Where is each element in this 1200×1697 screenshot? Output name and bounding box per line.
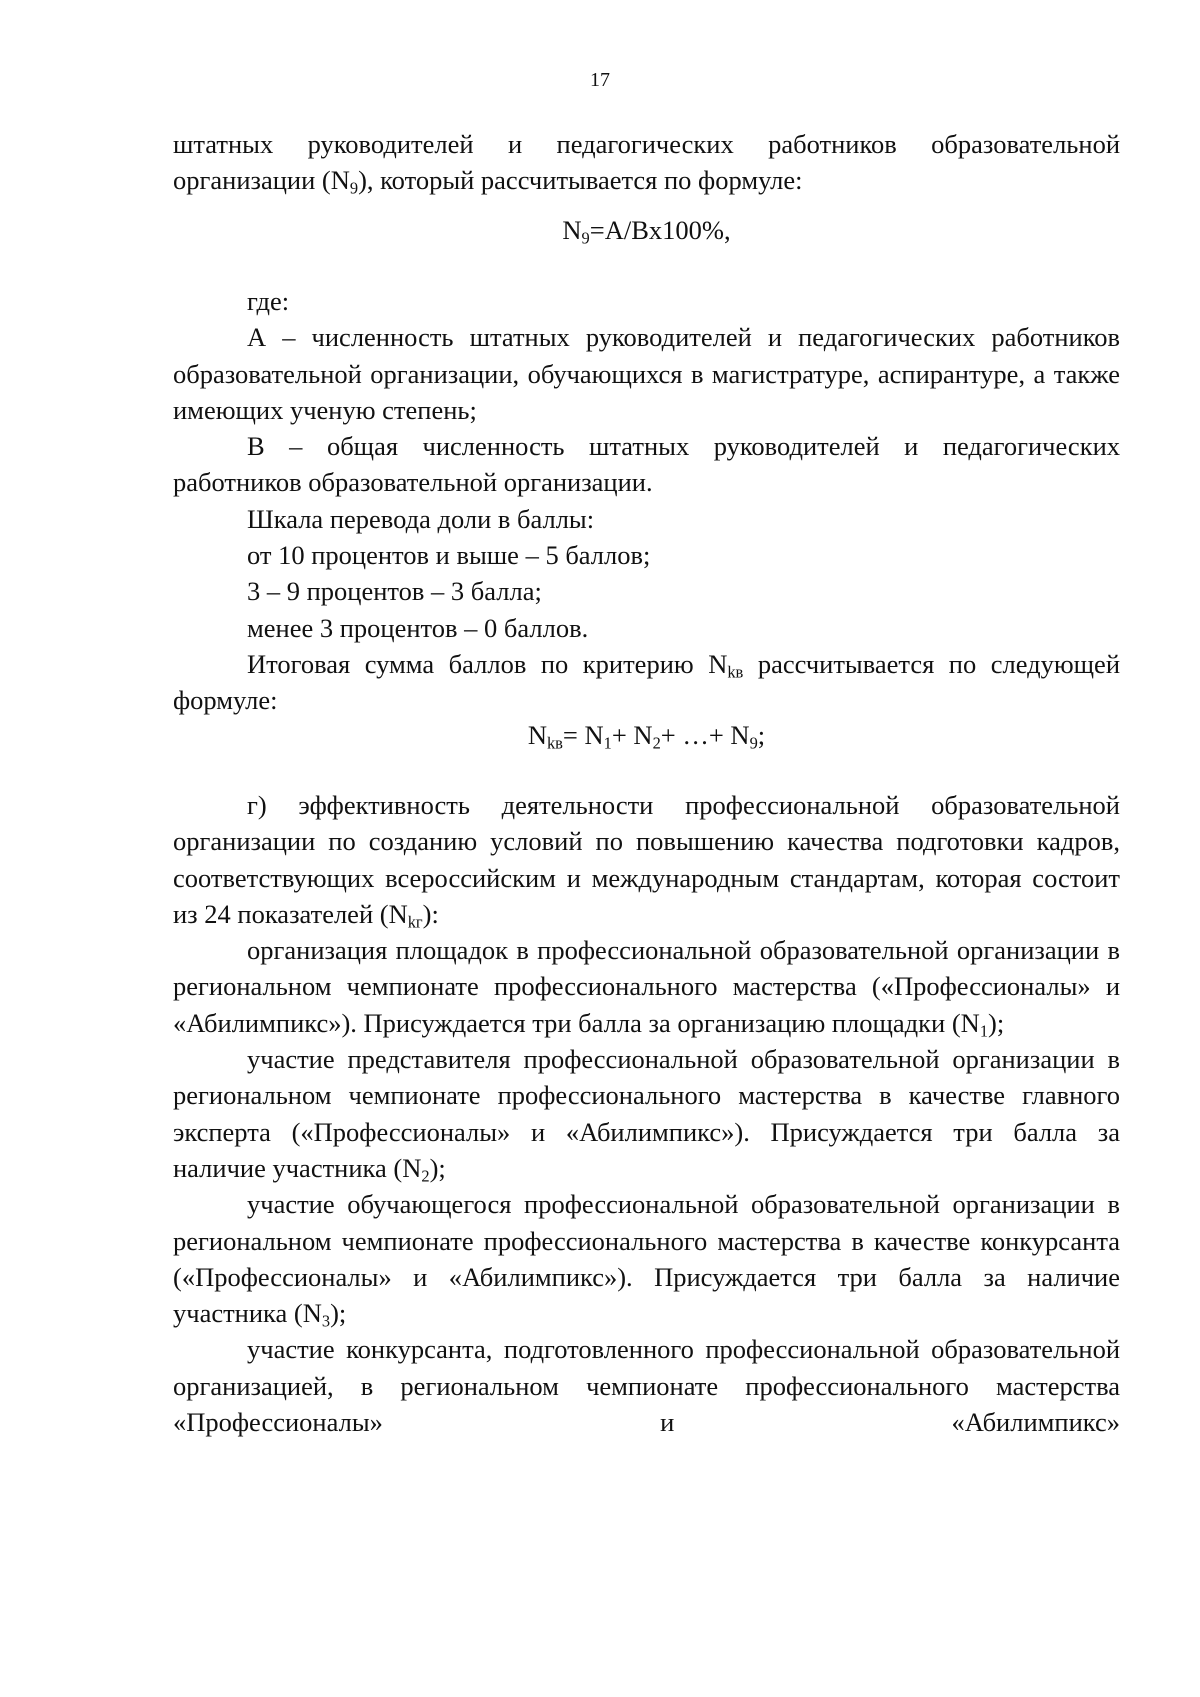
definitions-block	[173, 283, 1120, 719]
section-g	[173, 787, 1120, 1440]
scale-title: Шкала перевода доли в баллы:	[247, 503, 595, 534]
paragraph-intro: штатных руководителей и педагогических работников образовательной организации $(N_9)$, который рассчитывается по формуле:	[173, 129, 1120, 198]
scale-item: 3 – 9 процентов – 3 балла;	[247, 576, 542, 607]
indicator-2: участие представителя профессиональной образовательной организации в региональном чемпионате профессионального мастерства в качестве главного эксперта («Профессионалы» и «Абилимпикс»). Присуждается три балла за наличие участника $(N_2)$;	[173, 1044, 1120, 1186]
scale-item: от 10 процентов и выше – 5 баллов;	[247, 540, 651, 571]
where-label: где:	[247, 286, 290, 316]
indicator-4: участие конкурсанта, подготовленного профессиональной образовательной организацией, в региональном чемпионате профессионального мастерства «Профессионалы» и «Абилимпикс»	[173, 1334, 1120, 1438]
page-number: 17	[590, 69, 610, 91]
total-sentence: Итоговая сумма баллов по критерию $N_{kв}$ рассчитывается по следующей формуле:	[173, 648, 1121, 716]
definition-a: А – численность штатных руководителей и педагогических работников образовательной организации, обучающихся в магистратуре, аспирантуре, а также имеющих ученую степень;	[173, 322, 1120, 425]
indicator-1: организация площадок в профессиональной образовательной организации в региональном чемпионате профессионального мастерства («Профессионалы» и «Абилимпикс»). Присуждается три балла за организацию площадки $(N_1)$;	[173, 935, 1120, 1041]
paragraph-g: г) эффективность деятельности профессиональной образовательной организации по созданию условий по повышению качества подготовки кадров, соответствующих всероссийским и международным стандартам, которая состоит из 24 показателей $(N_{kг})$:	[173, 790, 1120, 932]
formula-n9: $N_9=A/Bx100\%$,	[562, 215, 731, 248]
indicator-3: участие обучающегося профессиональной образовательной организации в региональном чемпионате профессионального мастерства в качестве конкурсанта («Профессионалы» и «Абилимпикс»). Присуждается три балла за наличие участника $(N_3)$;	[173, 1189, 1120, 1331]
scale-item: менее 3 процентов – 0 баллов.	[247, 612, 589, 643]
definition-b: В – общая численность штатных руководителей и педагогических работников образовательной организации.	[173, 431, 1120, 498]
formula-nkv: $N_{kв}= N_1+ N_2+$ …+ $N_9$;	[527, 720, 766, 753]
